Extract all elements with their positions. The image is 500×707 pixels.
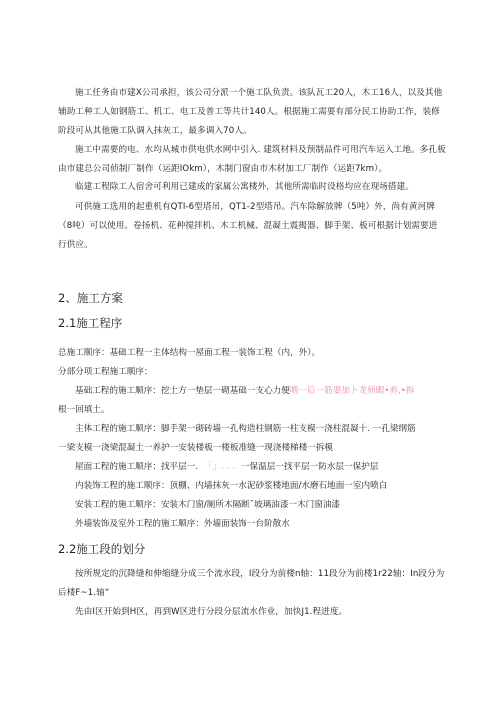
intro-paragraph-equipment: 可供施工选用的起重机有QTI-6型塔吊，QT1-2型塔吊。汽车除解放牌（5吨）外，尚有黄河牌（8吨）可以使用。卷扬机、花种搅拌机、木工机械、混凝土震揭器、脚手架、板可根据计划需要进行供应。 [58, 202, 438, 250]
foundation-sequence-line1 [75, 382, 414, 401]
intro-paragraph-utilities: 施工中需要的电、水均从城市供电供水网中引入. 建筑材料及预制品件可用汽车运入工地。多孔板由市建总公司侦制厂制作（运距IOkm），木制门窗由市木材加工厂制作（运距7km）。 [58, 145, 446, 174]
intro-paragraph-staffing: 施工任务由市建X公司承担，该公司分派一个施工队负责。该队瓦工20人，木工16人，以及其他辅助工种工人如钢筋工、机工、电工及普工等共计140人。根据施工需要有部分民工协助工作，装修阶段可从其他施工队调入抹灰工，最多调入70人。 [58, 88, 443, 136]
breakdown-label: 分部分项工程施工顺序： [58, 367, 153, 377]
foundation-text: 基础工程的施工顺序：挖土方一垫层一砌基础一支心力便 [75, 386, 290, 396]
roof-sequence [75, 458, 378, 477]
structure-sequence-line1: 主体工程的施工顺序：脚手架一砌砖墙一孔构造柱钢筋一柱支模一浇柱混凝十. 一孔梁纲筋 [75, 424, 416, 434]
subsection-heading-segments: 2.2施工段的划分 [58, 542, 146, 556]
interior-sequence: 内装饰工程的施工顺序：顶棚、内墙抹灰一水泥砂浆楼地面/水磨石地面一室内喷白 [75, 481, 388, 491]
install-sequence: 安装工程的施工顺序：安装木门窗/厕所木隔断ˉ坡璃油漆一木门窗油漆 [75, 500, 341, 510]
flow-paragraph: 先由I区开始到H区，再到W区进行分段分层流水作业，加快J1.程进度。 [75, 607, 348, 617]
segments-paragraph: 按所规定的沉降缝和伸缩缝分成三个流水段，I段分为前楼n轴：11段分为前楼1r22轴：In段分为后楼F~1.轴“ [58, 569, 445, 598]
general-sequence: 总施工顺序：基础工程一主体结构一屋面工程一装饰工程（内，外）。 [58, 348, 321, 358]
foundation-sequence-line2: 根一回填土。 [58, 405, 110, 415]
roof-faded-text: 「」. . . [204, 462, 235, 472]
section-heading-construction-plan: 2、施工方案 [58, 291, 123, 305]
structure-sequence-line2: 一梁支模一浇梁混凝土一养护一安装楼板一楼板准缝一现浇楼梯楼一拆模 [58, 443, 334, 453]
subsection-heading-procedure: 2.1施工程序 [58, 316, 123, 330]
foundation-faded-text: 喂一后一筋要加卜龙侦暇•养,•拆 [289, 386, 415, 396]
roof-text-a: 屋面工程的施工顺序：找平层一. [75, 462, 199, 472]
exterior-sequence: 外墙装饰及室外工程的施工顺序：外墙面装饰一台阶散水 [75, 519, 290, 529]
intro-paragraph-temporary-works: 临建工程除工人宿舍可利用已建成的家属公寓楼外，其他所需临时设格均应在现场搭建。 [75, 182, 415, 192]
roof-text-b: 一保温层一找平层一防水层一保护层 [240, 462, 379, 472]
